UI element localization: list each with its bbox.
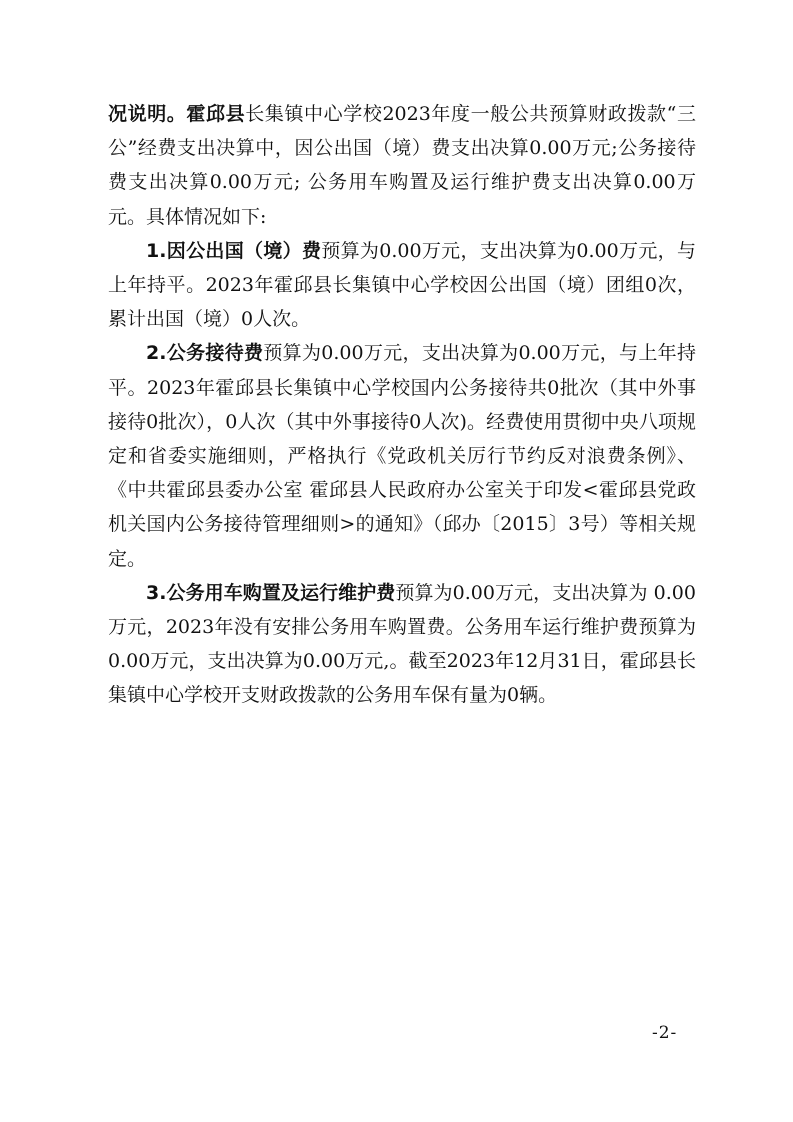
section-title-1: 1.因公出国（境）费 [146,239,322,262]
section-text-2: 预算为0.00万元，支出决算为0.00万元，与上年持平。2023年霍邱县长集镇中心学校国内公务接待共0批次（其中外事接待0批次），0人次（其中外事接待0人次)。经费使用贯彻中央八项规定和省委实施细则，严格执行《党政机关厉行节约反对浪费条例》、《中共霍邱县委办公室 霍邱县人民政府办公室关于印发<霍邱县党政机关国内公务接待管理细则>的通知》（邱办〔2015〕3号）等相关规定。 [108,342,696,570]
section-title-2: 2.公务接待费 [146,342,264,365]
section-paragraph-1 [108,234,696,337]
intro-heading: 况说明。 [108,103,187,125]
intro-org: 霍邱县 [186,103,246,125]
section-paragraph-2 [108,336,696,575]
page-number: -2- [652,1023,678,1043]
section-paragraph-3 [108,576,696,713]
intro-text: 长集镇中心学校2023年度一般公共预算财政拨款“三公”经费支出决算中，因公出国（境）费支出决算0.00万元;公务接待费支出决算0.00万元; 公务用车购置及运行维护费支出决算0.00万元。具体情况如下: [108,103,696,228]
intro-paragraph [108,97,696,234]
section-text-3: 预算为0.00万元，支出决算为 0.00万元，2023年没有安排公务用车购置费。公务用车运行维护费预算为0.00万元，支出决算为0.00万元,。截至2023年12月31日，霍邱县长集镇中心学校开支财政拨款的公务用车保有量为0辆。 [108,581,696,707]
section-text-1: 预算为0.00万元，支出决算为0.00万元，与上年持平。2023年霍邱县长集镇中心学校因公出国（境）团组0次，累计出国（境）0人次。 [108,239,696,331]
section-title-3: 3.公务用车购置及运行维护费 [146,581,396,604]
document-body [108,97,696,713]
